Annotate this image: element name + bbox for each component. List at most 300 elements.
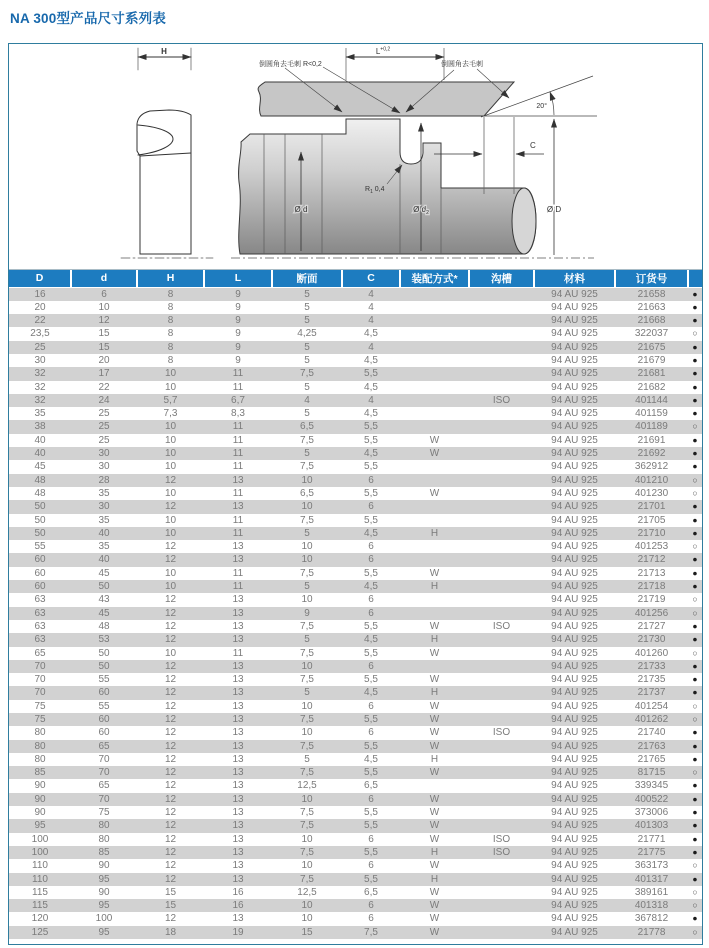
availability-marker: ● (692, 820, 698, 831)
table-cell (469, 912, 534, 925)
availability-marker: ○ (692, 700, 698, 711)
table-cell (469, 460, 534, 473)
table-cell: 48 (34, 487, 46, 499)
table-cell: 94 AU 925 (551, 767, 598, 779)
table-cell: 12 (98, 315, 110, 327)
table-cell: 94 AU 925 (551, 846, 598, 858)
table-cell: 21701 (637, 501, 666, 513)
table-cell (469, 899, 534, 912)
technical-drawing (9, 44, 702, 270)
table-cell: 90 (34, 793, 46, 805)
table-cell: 70 (34, 660, 46, 672)
table-cell: 13 (232, 807, 244, 819)
table-cell: 4 (368, 315, 374, 327)
column-header: C (342, 270, 400, 287)
table-cell (469, 553, 534, 566)
table-cell: 5,5 (364, 421, 378, 433)
table-cell: 12 (164, 767, 177, 779)
table-cell: 7,5 (300, 820, 314, 832)
table-row (9, 833, 702, 846)
table-cell: 70 (34, 687, 46, 699)
table-row (9, 327, 702, 340)
availability-marker: ● (692, 873, 698, 884)
table-cell: 5 (304, 634, 310, 646)
table-cell: 10 (164, 461, 177, 473)
table-cell: 5 (304, 448, 310, 460)
table-cell: 7,5 (300, 714, 314, 725)
table-cell: 90 (98, 860, 110, 872)
table-cell: 13 (232, 793, 244, 805)
table-cell: 94 AU 925 (551, 913, 598, 925)
table-row (9, 873, 702, 886)
availability-marker: ● (692, 780, 698, 791)
table-cell: 6 (368, 700, 374, 712)
table-cell: 60 (98, 727, 110, 739)
table-cell: 55 (98, 674, 110, 686)
table-cell: 63 (34, 594, 46, 606)
availability-marker: ● (692, 288, 698, 299)
table-cell: 5,5 (364, 714, 378, 725)
availability-marker: ● (692, 674, 698, 685)
technical-drawing-panel (9, 44, 702, 270)
table-cell: 50 (34, 527, 46, 539)
table-cell: 10 (301, 474, 313, 486)
table-row (9, 886, 702, 899)
table-cell: 7,5 (300, 846, 314, 858)
table-cell: 401317 (634, 873, 669, 885)
table-cell: ISO (492, 833, 511, 845)
table-cell: 7,5 (300, 647, 314, 659)
table-cell (400, 460, 469, 473)
table-cell: 11 (232, 487, 244, 499)
table-cell: 60 (34, 567, 46, 579)
table-cell: 13 (232, 634, 244, 646)
table-cell: 65 (98, 780, 110, 792)
table-cell (469, 407, 534, 420)
table-cell (469, 447, 534, 460)
table-cell: 401254 (634, 700, 669, 712)
table-cell: 95 (98, 873, 110, 885)
table-cell: 13 (232, 913, 244, 925)
table-cell (400, 420, 469, 433)
table-cell: 90 (98, 886, 110, 898)
table-cell: 7,5 (300, 740, 314, 752)
availability-marker: ● (692, 793, 698, 804)
table-cell: 60 (98, 687, 110, 699)
table-cell (400, 301, 469, 314)
table-cell: 12 (164, 793, 177, 805)
table-cell: 75 (34, 700, 46, 712)
table-cell (469, 713, 534, 726)
table-cell (469, 580, 534, 593)
table-cell: 6 (368, 660, 374, 672)
availability-marker: ○ (692, 886, 698, 897)
table-cell: 5,5 (364, 846, 378, 858)
table-cell: 125 (31, 926, 49, 938)
table-cell: 4,5 (364, 354, 378, 366)
table-cell: 6 (368, 833, 374, 845)
table-cell (400, 474, 469, 487)
table-cell: 5,5 (364, 820, 378, 832)
table-cell: 15 (98, 328, 110, 340)
seal-profile-view (121, 47, 213, 258)
table-cell: 63 (34, 634, 46, 646)
table-cell: 4,5 (364, 328, 378, 340)
table-cell: 13 (232, 700, 244, 712)
table-cell: 94 AU 925 (551, 354, 598, 366)
table-cell: 10 (301, 501, 313, 513)
table-cell: 94 AU 925 (551, 328, 598, 340)
table-cell: 4,5 (364, 527, 378, 539)
table-cell: 94 AU 925 (551, 807, 598, 819)
column-header: L (204, 270, 272, 287)
table-cell: 5,5 (364, 487, 378, 499)
table-cell: 5,5 (364, 807, 378, 819)
availability-marker: ● (692, 368, 698, 379)
table-cell: 94 AU 925 (551, 474, 598, 486)
table-cell: H (430, 687, 439, 699)
table-cell: 373006 (634, 807, 669, 819)
table-cell (469, 301, 534, 314)
table-cell: 13 (232, 820, 244, 832)
table-cell (469, 673, 534, 686)
table-cell: 322037 (634, 328, 669, 340)
table-cell: 11 (232, 421, 244, 433)
table-cell: H (430, 527, 439, 539)
table-row (9, 740, 702, 753)
table-cell: 35 (98, 514, 110, 526)
table-cell: 35 (98, 541, 110, 553)
table-cell: 10 (98, 301, 110, 313)
table-cell: 9 (235, 288, 241, 300)
table-cell: 12 (164, 753, 177, 765)
availability-marker: ○ (692, 328, 698, 339)
table-cell (469, 740, 534, 753)
table-cell (469, 647, 534, 660)
table-cell: 17 (98, 368, 110, 380)
table-cell: 9 (235, 301, 241, 313)
table-cell: 94 AU 925 (551, 674, 598, 686)
table-cell: 21765 (637, 753, 666, 765)
table-cell: 30 (98, 461, 110, 473)
table-cell: W (429, 434, 440, 446)
table-cell: 94 AU 925 (551, 501, 598, 513)
table-cell: 32 (34, 368, 46, 380)
table-cell: 21712 (637, 554, 666, 566)
table-cell: 21740 (637, 727, 666, 739)
table-cell: 80 (34, 753, 46, 765)
table-cell (469, 806, 534, 819)
table-cell: 18 (164, 926, 177, 938)
table-cell: 401260 (634, 647, 669, 659)
dim-label-l: $L^{+0,2}$ (375, 46, 391, 56)
availability-marker: ● (692, 846, 698, 857)
table-cell: 4,5 (364, 581, 378, 593)
table-cell (469, 434, 534, 447)
table-cell: W (429, 820, 440, 832)
table-cell (400, 593, 469, 606)
table-cell: 45 (34, 461, 46, 473)
table-cell: 401253 (634, 541, 669, 553)
table-cell: 10 (164, 434, 177, 446)
table-cell: 50 (98, 647, 110, 659)
dimension-table (9, 270, 702, 939)
table-cell: 94 AU 925 (551, 873, 598, 885)
table-cell (469, 886, 534, 899)
table-cell: 5,5 (364, 873, 378, 885)
availability-marker: ● (692, 315, 698, 326)
table-row (9, 686, 702, 699)
table-cell: 7,5 (300, 767, 314, 779)
availability-marker: ○ (692, 647, 698, 658)
table-cell: 401159 (635, 408, 668, 420)
table-row (9, 899, 702, 912)
housing-bar (258, 82, 514, 116)
table-cell: 7,5 (300, 674, 314, 686)
table-cell: 115 (32, 886, 48, 898)
table-cell: 21658 (637, 288, 666, 300)
table-cell: 21681 (637, 368, 666, 380)
table-cell: W (429, 620, 440, 632)
availability-marker: ● (692, 753, 698, 764)
table-cell: 401256 (634, 607, 669, 619)
table-cell: 6 (368, 474, 374, 486)
table-row (9, 633, 702, 646)
table-cell: 5 (304, 301, 310, 313)
table-cell: 12 (164, 727, 177, 739)
table-cell: 25 (98, 408, 110, 420)
table-cell: 7,5 (300, 567, 314, 579)
table-cell: 401230 (634, 487, 669, 499)
table-row (9, 647, 702, 660)
table-cell: 43 (98, 594, 110, 606)
table-cell: 5 (304, 341, 310, 353)
table-cell: 6 (368, 541, 374, 553)
table-cell: 6,5 (364, 886, 378, 898)
table-cell: 7,5 (300, 807, 314, 819)
table-cell: 13 (232, 767, 244, 779)
angle-arc (550, 92, 554, 115)
table-cell: 21679 (637, 354, 666, 366)
table-cell: 40 (34, 448, 46, 460)
table-row (9, 806, 702, 819)
table-cell (469, 487, 534, 500)
table-cell: 94 AU 925 (551, 620, 598, 632)
table-row (9, 314, 702, 327)
table-cell: 53 (98, 634, 110, 646)
table-cell: 10 (301, 860, 313, 872)
table-cell: 60 (98, 714, 110, 725)
table-cell (469, 607, 534, 620)
table-cell: 13 (232, 740, 244, 752)
table-cell (400, 540, 469, 553)
table-cell: 7,5 (300, 873, 314, 885)
table-cell: 6 (368, 501, 374, 513)
table-cell: 22 (34, 315, 46, 327)
table-row (9, 620, 702, 633)
table-cell (400, 660, 469, 673)
table-cell: 12 (164, 501, 177, 513)
table-cell: 94 AU 925 (551, 554, 598, 566)
table-row (9, 460, 702, 473)
table-cell: 12 (164, 820, 177, 832)
table-cell: 6 (368, 913, 374, 925)
table-cell: W (429, 740, 440, 752)
table-cell: 85 (98, 846, 110, 858)
table-cell: W (429, 913, 440, 925)
table-cell: W (429, 886, 440, 898)
table-row (9, 713, 702, 726)
table-cell (469, 779, 534, 792)
table-cell: 21691 (637, 434, 666, 446)
table-cell: 38 (34, 421, 46, 433)
table-cell: 21705 (637, 514, 666, 526)
table-cell: 4,5 (364, 634, 378, 646)
table-cell: 6 (368, 900, 374, 912)
table-cell: 63 (34, 607, 46, 619)
table-cell (400, 500, 469, 513)
table-cell: 4,5 (364, 381, 378, 393)
table-cell: 94 AU 925 (551, 434, 598, 446)
table-cell: 75 (98, 807, 110, 819)
table-cell: 23,5 (30, 328, 50, 340)
table-row (9, 514, 702, 527)
table-row (9, 766, 702, 779)
table-cell (469, 873, 534, 886)
table-cell: 21737 (637, 687, 666, 699)
table-cell: 13 (232, 753, 244, 765)
table-row (9, 487, 702, 500)
table-row (9, 700, 702, 713)
table-row (9, 367, 702, 380)
availability-marker: ○ (692, 926, 698, 937)
assembly-section-view (231, 47, 597, 259)
availability-marker: ○ (692, 860, 698, 871)
table-cell: 12 (164, 660, 177, 672)
table-cell (400, 607, 469, 620)
dim-label-c: C (530, 141, 536, 150)
table-cell: 10 (301, 913, 313, 925)
table-cell: 32 (34, 381, 46, 393)
table-row (9, 819, 702, 832)
table-cell: 12 (164, 620, 177, 632)
table-cell: 45 (98, 567, 110, 579)
table-cell: 7,5 (300, 434, 314, 446)
table-cell: 12 (164, 687, 177, 699)
table-cell: 25 (34, 341, 46, 353)
table-cell (469, 766, 534, 779)
table-cell: 55 (34, 541, 46, 553)
table-cell: 13 (232, 714, 244, 725)
availability-marker: ● (692, 554, 698, 565)
table-cell: 94 AU 925 (551, 833, 598, 845)
table-cell: 5 (304, 527, 310, 539)
table-cell: W (429, 900, 440, 912)
table-cell: 21730 (637, 634, 666, 646)
table-cell: 10 (301, 833, 313, 845)
table-cell: 5,5 (364, 767, 378, 779)
table-cell: W (429, 700, 440, 712)
table-cell (469, 540, 534, 553)
table-cell: 94 AU 925 (551, 860, 598, 872)
table-cell: 48 (98, 620, 110, 632)
table-cell: 12 (164, 607, 177, 619)
table-cell: 15 (164, 900, 177, 912)
table-header-row (9, 270, 702, 287)
availability-marker: ● (692, 660, 698, 671)
table-cell: 13 (232, 594, 244, 606)
table-cell: 11 (232, 527, 244, 539)
table-cell: 13 (232, 846, 244, 858)
table-cell: 94 AU 925 (551, 926, 598, 938)
availability-marker: ○ (692, 487, 698, 498)
table-cell: 6,5 (364, 780, 378, 792)
table-cell: 8 (167, 354, 174, 366)
table-cell: 13 (232, 674, 244, 686)
table-cell: 94 AU 925 (551, 886, 598, 898)
table-cell: 12,5 (297, 780, 317, 792)
table-row (9, 673, 702, 686)
table-cell: 5,5 (364, 368, 378, 380)
table-cell: H (430, 753, 439, 765)
shaft-end-face (512, 188, 536, 254)
table-cell: 94 AU 925 (551, 421, 598, 433)
table-cell: 94 AU 925 (551, 288, 598, 300)
table-cell (400, 381, 469, 394)
table-cell: 21727 (637, 620, 666, 632)
table-cell: 95 (98, 926, 110, 938)
table-cell: 4,5 (364, 753, 378, 765)
table-cell (469, 367, 534, 380)
table-cell: 15 (164, 886, 177, 898)
table-row (9, 420, 702, 433)
table-cell (469, 660, 534, 673)
table-cell: 16 (34, 288, 46, 300)
table-cell: 12 (164, 554, 177, 566)
table-cell: 94 AU 925 (551, 647, 598, 659)
table-cell: W (429, 727, 440, 739)
table-cell: 90 (34, 807, 46, 819)
table-row (9, 753, 702, 766)
table-cell: 13 (232, 501, 244, 513)
table-cell: 12 (164, 594, 177, 606)
table-cell: 94 AU 925 (551, 634, 598, 646)
table-cell: 65 (34, 647, 46, 659)
table-row (9, 540, 702, 553)
table-cell: 21763 (637, 740, 666, 752)
column-header: 订货号 (615, 270, 688, 287)
table-cell: 21675 (637, 341, 666, 353)
table-cell: 4,5 (364, 448, 378, 460)
table-cell (469, 567, 534, 580)
table-row (9, 407, 702, 420)
table-cell: 28 (98, 474, 110, 486)
table-cell: 15 (301, 926, 313, 938)
table-cell: 30 (98, 448, 110, 460)
table-cell: 100 (31, 846, 49, 858)
table-cell: 94 AU 925 (551, 687, 598, 699)
table-cell: 4,5 (364, 408, 378, 420)
table-cell: 10 (164, 381, 177, 393)
content-frame (8, 43, 703, 945)
table-cell: 90 (34, 780, 46, 792)
table-cell: 95 (98, 900, 110, 912)
table-row (9, 567, 702, 580)
table-row (9, 341, 702, 354)
table-row (9, 500, 702, 513)
table-cell: 19 (232, 926, 244, 938)
table-cell (469, 686, 534, 699)
